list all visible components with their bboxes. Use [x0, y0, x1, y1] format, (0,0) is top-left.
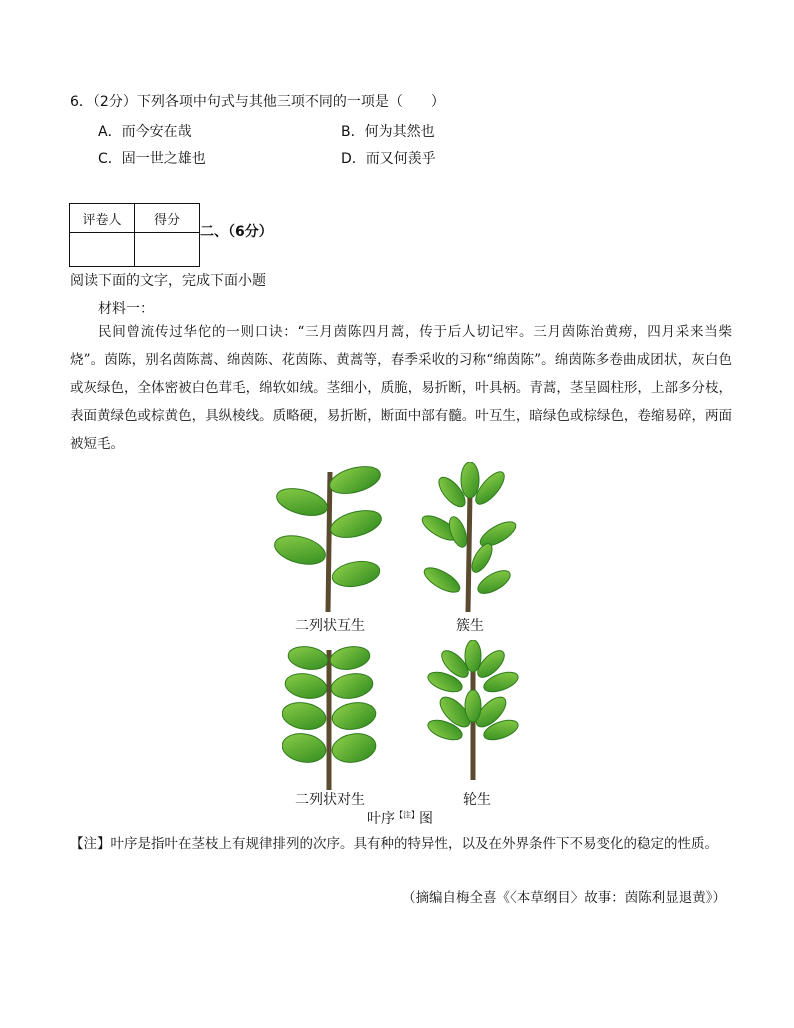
option-text: 而又何羡乎 [365, 151, 436, 167]
section-title: 二、（6分） [200, 224, 273, 240]
note-paragraph: 【注】叶序是指叶在茎枝上有规律排列的次序。具有种的特异性，以及在外界条件下不易变化的稳定的性质。 [70, 836, 718, 852]
option-letter: C． [98, 151, 122, 167]
caption-note-marker: 【注】 [395, 810, 419, 820]
option-b [341, 121, 435, 141]
score-table [69, 203, 200, 267]
grader-header: 评卷人 [70, 204, 135, 233]
option-text: 何为其然也 [364, 124, 435, 140]
whorled-leaf-illustration [425, 640, 520, 780]
grader-cell [70, 233, 135, 267]
material-label: 材料一： [98, 301, 154, 317]
label-clustered: 簇生 [456, 618, 484, 634]
label-alternate: 二列状互生 [295, 618, 365, 634]
reading-instruction: 阅读下面的文字，完成下面小题 [70, 273, 266, 289]
question-6-stem: 6．（2分）下列各项中句式与其他三项不同的一项是（ ） [70, 94, 445, 110]
label-opposite: 二列状对生 [295, 792, 365, 808]
option-c [98, 148, 206, 168]
option-letter: D． [341, 151, 366, 167]
opposite-leaf-illustration [282, 640, 377, 790]
option-a [98, 121, 192, 141]
option-d [341, 148, 436, 168]
option-text: 固一世之雄也 [121, 151, 206, 167]
score-cell [135, 233, 200, 267]
option-text: 而今安在哉 [121, 124, 192, 140]
material-paragraph: 民间曾流传过华佗的一则口诀：“三月茵陈四月蒿，传于后人切记牢。三月茵陈治黄痨，四月采来当柴烧”。茵陈，别名茵陈蒿、绵茵陈、花茵陈、黄蒿等，春季采收的习称“绵茵陈”。绵茵陈多卷曲成团状，灰白色或灰绿色，全体密被白色茸毛，绵软如绒。茎细小，质脆，易折断，叶具柄。青蒿，茎呈圆柱形，上部多分枝，表面黄绿色或棕黄色，具纵棱线。质略硬，易折断，断面中部有髓。叶互生，暗绿色或棕绿色，卷缩易碎，两面被短毛。 [70, 324, 732, 452]
caption-end: 图 [419, 811, 433, 827]
source-citation: （摘编自梅全喜《〈本草纲目〉故事：茵陈利显退黄》） [402, 890, 726, 906]
figure-caption [330, 808, 470, 828]
label-whorled: 轮生 [463, 792, 491, 808]
alternate-leaf-illustration [270, 462, 385, 612]
option-letter: A． [98, 124, 122, 140]
score-header: 得分 [135, 204, 200, 233]
clustered-leaf-illustration [418, 462, 518, 612]
option-letter: B． [341, 124, 365, 140]
caption-main: 叶序 [367, 811, 395, 827]
